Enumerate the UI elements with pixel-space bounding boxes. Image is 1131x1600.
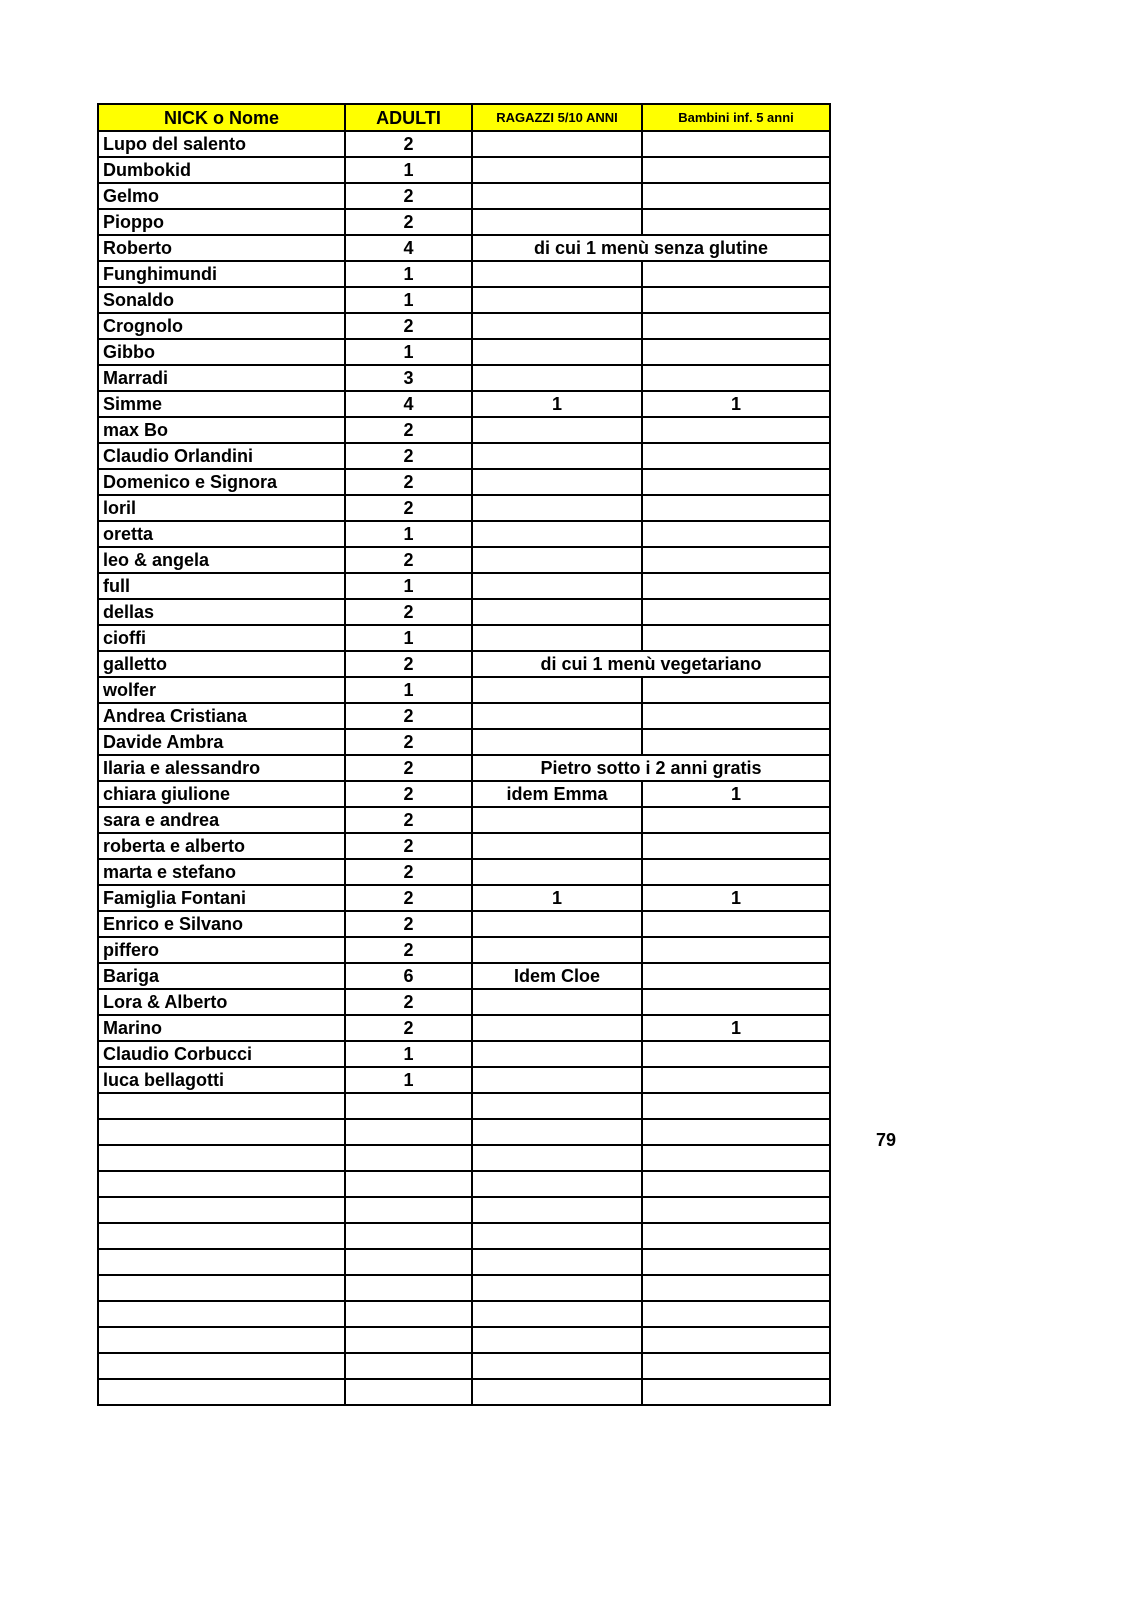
guest-name-cell: Pioppo (98, 209, 345, 235)
guest-name-cell: Roberto (98, 235, 345, 261)
adults-cell: 2 (345, 313, 472, 339)
guest-name-cell (98, 1223, 345, 1249)
adults-cell: 2 (345, 911, 472, 937)
guest-name-cell (98, 1119, 345, 1145)
table-row (98, 131, 830, 157)
guest-name-cell: piffero (98, 937, 345, 963)
kids-cell: 1 (472, 391, 642, 417)
table-row (98, 1223, 830, 1249)
kids-cell (472, 495, 642, 521)
table-row (98, 521, 830, 547)
kids-cell (472, 937, 642, 963)
note-cell: di cui 1 menù senza glutine (472, 235, 830, 261)
children-cell (642, 937, 830, 963)
adults-cell: 2 (345, 651, 472, 677)
kids-cell (472, 1015, 642, 1041)
adults-cell: 1 (345, 1067, 472, 1093)
guest-name-cell: marta e stefano (98, 859, 345, 885)
kids-cell (472, 547, 642, 573)
kids-cell (472, 1171, 642, 1197)
note-cell: di cui 1 menù vegetariano (472, 651, 830, 677)
guest-name-cell: Funghimundi (98, 261, 345, 287)
header-name: NICK o Nome (98, 104, 345, 131)
adults-cell: 1 (345, 261, 472, 287)
table-row (98, 937, 830, 963)
table-row (98, 703, 830, 729)
adults-cell (345, 1171, 472, 1197)
adults-cell: 4 (345, 391, 472, 417)
kids-cell (472, 1249, 642, 1275)
guest-name-cell: galletto (98, 651, 345, 677)
children-cell (642, 365, 830, 391)
kids-cell (472, 469, 642, 495)
adults-cell: 1 (345, 625, 472, 651)
adults-cell (345, 1223, 472, 1249)
table-row (98, 313, 830, 339)
children-cell (642, 469, 830, 495)
table-row (98, 365, 830, 391)
kids-cell (472, 131, 642, 157)
children-cell (642, 1119, 830, 1145)
guest-name-cell: Bariga (98, 963, 345, 989)
table-row (98, 1353, 830, 1379)
kids-cell: 1 (472, 885, 642, 911)
guest-name-cell (98, 1171, 345, 1197)
adults-cell (345, 1119, 472, 1145)
header-children: Bambini inf. 5 anni (642, 104, 830, 131)
adults-cell: 2 (345, 443, 472, 469)
children-cell (642, 1275, 830, 1301)
kids-cell (472, 261, 642, 287)
adults-cell: 2 (345, 885, 472, 911)
guest-name-cell: sara e andrea (98, 807, 345, 833)
adults-cell (345, 1327, 472, 1353)
guest-name-cell: Ilaria e alessandro (98, 755, 345, 781)
guest-name-cell: max Bo (98, 417, 345, 443)
children-cell (642, 1197, 830, 1223)
kids-cell (472, 157, 642, 183)
children-cell (642, 339, 830, 365)
kids-cell (472, 1041, 642, 1067)
guest-name-cell: Gelmo (98, 183, 345, 209)
kids-cell (472, 703, 642, 729)
guest-name-cell: Lupo del salento (98, 131, 345, 157)
table-row (98, 469, 830, 495)
children-cell (642, 157, 830, 183)
adults-cell: 1 (345, 287, 472, 313)
kids-cell (472, 339, 642, 365)
children-cell (642, 833, 830, 859)
adults-cell: 4 (345, 235, 472, 261)
children-cell (642, 183, 830, 209)
children-cell (642, 1223, 830, 1249)
adults-cell (345, 1275, 472, 1301)
adults-cell (345, 1093, 472, 1119)
kids-cell (472, 1379, 642, 1405)
guest-name-cell (98, 1301, 345, 1327)
table-row (98, 1249, 830, 1275)
children-cell (642, 417, 830, 443)
table-row (98, 781, 830, 807)
table-row (98, 573, 830, 599)
guest-name-cell: Andrea Cristiana (98, 703, 345, 729)
table-row (98, 1145, 830, 1171)
guest-name-cell: full (98, 573, 345, 599)
children-cell (642, 859, 830, 885)
guest-name-cell (98, 1379, 345, 1405)
table-row (98, 1015, 830, 1041)
children-cell (642, 313, 830, 339)
adults-cell: 2 (345, 833, 472, 859)
table-row (98, 287, 830, 313)
adults-cell (345, 1145, 472, 1171)
table-row (98, 1093, 830, 1119)
table-row (98, 1301, 830, 1327)
header-row (98, 104, 830, 131)
table-row (98, 495, 830, 521)
adults-cell: 2 (345, 131, 472, 157)
guest-name-cell: Simme (98, 391, 345, 417)
children-cell (642, 209, 830, 235)
kids-cell (472, 1119, 642, 1145)
guest-name-cell (98, 1353, 345, 1379)
adults-cell: 2 (345, 183, 472, 209)
adults-cell: 2 (345, 729, 472, 755)
children-cell (642, 495, 830, 521)
guest-name-cell: luca bellagotti (98, 1067, 345, 1093)
kids-cell (472, 729, 642, 755)
table-row (98, 1197, 830, 1223)
kids-cell (472, 989, 642, 1015)
adults-cell: 1 (345, 339, 472, 365)
table-row (98, 157, 830, 183)
guest-name-cell: dellas (98, 599, 345, 625)
table-row (98, 651, 830, 677)
guest-table (97, 103, 831, 1406)
kids-cell (472, 1353, 642, 1379)
adults-cell: 2 (345, 209, 472, 235)
guest-name-cell (98, 1249, 345, 1275)
table-row (98, 1041, 830, 1067)
guest-name-cell: Dumbokid (98, 157, 345, 183)
children-cell (642, 599, 830, 625)
table-row (98, 625, 830, 651)
children-cell (642, 1067, 830, 1093)
kids-cell (472, 443, 642, 469)
kids-cell (472, 1197, 642, 1223)
adults-cell: 1 (345, 157, 472, 183)
guest-name-cell: Famiglia Fontani (98, 885, 345, 911)
kids-cell (472, 833, 642, 859)
adults-cell: 1 (345, 573, 472, 599)
adults-cell: 1 (345, 677, 472, 703)
children-cell (642, 911, 830, 937)
table-row (98, 547, 830, 573)
guest-name-cell: oretta (98, 521, 345, 547)
guest-name-cell (98, 1093, 345, 1119)
kids-cell (472, 677, 642, 703)
children-cell (642, 1093, 830, 1119)
table-row (98, 1327, 830, 1353)
guest-name-cell: leo & angela (98, 547, 345, 573)
table-row (98, 443, 830, 469)
table-row (98, 1171, 830, 1197)
table-row (98, 1379, 830, 1405)
guest-name-cell: Enrico e Silvano (98, 911, 345, 937)
kids-cell (472, 1067, 642, 1093)
guest-name-cell (98, 1275, 345, 1301)
adults-cell (345, 1301, 472, 1327)
children-cell (642, 521, 830, 547)
table-row (98, 833, 830, 859)
header-adults: ADULTI (345, 104, 472, 131)
table-row (98, 729, 830, 755)
children-cell (642, 547, 830, 573)
table-row (98, 261, 830, 287)
guest-name-cell (98, 1145, 345, 1171)
guest-name-cell: Sonaldo (98, 287, 345, 313)
table-row (98, 391, 830, 417)
children-cell (642, 703, 830, 729)
adults-cell (345, 1379, 472, 1405)
kids-cell (472, 365, 642, 391)
adults-cell: 2 (345, 1015, 472, 1041)
guest-name-cell: chiara giulione (98, 781, 345, 807)
guest-name-cell: roberta e alberto (98, 833, 345, 859)
adults-cell: 2 (345, 417, 472, 443)
guest-name-cell: Claudio Corbucci (98, 1041, 345, 1067)
table-row (98, 235, 830, 261)
table-row (98, 911, 830, 937)
guest-name-cell: Claudio Orlandini (98, 443, 345, 469)
adults-cell (345, 1353, 472, 1379)
guest-name-cell: loril (98, 495, 345, 521)
kids-cell (472, 1301, 642, 1327)
children-cell (642, 1249, 830, 1275)
kids-cell (472, 183, 642, 209)
kids-cell (472, 1327, 642, 1353)
adults-cell: 2 (345, 781, 472, 807)
table-row (98, 885, 830, 911)
guest-name-cell (98, 1197, 345, 1223)
children-cell: 1 (642, 391, 830, 417)
adults-cell: 6 (345, 963, 472, 989)
table-row (98, 183, 830, 209)
children-cell: 1 (642, 1015, 830, 1041)
children-cell (642, 1145, 830, 1171)
note-cell: Pietro sotto i 2 anni gratis (472, 755, 830, 781)
kids-cell: Idem Cloe (472, 963, 642, 989)
children-cell (642, 807, 830, 833)
kids-cell: idem Emma (472, 781, 642, 807)
adults-cell: 2 (345, 859, 472, 885)
header-kids: RAGAZZI 5/10 ANNI (472, 104, 642, 131)
children-cell (642, 677, 830, 703)
kids-cell (472, 911, 642, 937)
kids-cell (472, 313, 642, 339)
table-row (98, 989, 830, 1015)
kids-cell (472, 417, 642, 443)
children-cell (642, 573, 830, 599)
table-row (98, 1119, 830, 1145)
children-cell (642, 1353, 830, 1379)
table-row (98, 807, 830, 833)
adults-cell (345, 1197, 472, 1223)
kids-cell (472, 209, 642, 235)
adults-cell: 1 (345, 1041, 472, 1067)
adults-cell: 2 (345, 755, 472, 781)
children-cell (642, 287, 830, 313)
kids-cell (472, 1275, 642, 1301)
table-row (98, 1275, 830, 1301)
guest-name-cell: Marino (98, 1015, 345, 1041)
adults-cell: 1 (345, 521, 472, 547)
children-cell (642, 131, 830, 157)
kids-cell (472, 1145, 642, 1171)
adults-cell: 2 (345, 547, 472, 573)
guest-name-cell: Davide Ambra (98, 729, 345, 755)
children-cell (642, 1379, 830, 1405)
children-cell (642, 1041, 830, 1067)
children-cell (642, 1171, 830, 1197)
table-row (98, 599, 830, 625)
kids-cell (472, 1223, 642, 1249)
guest-name-cell (98, 1327, 345, 1353)
kids-cell (472, 573, 642, 599)
kids-cell (472, 521, 642, 547)
adults-cell: 2 (345, 807, 472, 833)
table-row (98, 859, 830, 885)
table-row (98, 417, 830, 443)
adults-cell (345, 1249, 472, 1275)
guest-name-cell: wolfer (98, 677, 345, 703)
guest-name-cell: cioffi (98, 625, 345, 651)
table-row (98, 209, 830, 235)
guest-name-cell: Lora & Alberto (98, 989, 345, 1015)
table-row (98, 963, 830, 989)
adults-cell: 2 (345, 599, 472, 625)
guest-name-cell: Domenico e Signora (98, 469, 345, 495)
kids-cell (472, 859, 642, 885)
guest-name-cell: Gibbo (98, 339, 345, 365)
guest-name-cell: Marradi (98, 365, 345, 391)
kids-cell (472, 1093, 642, 1119)
children-cell (642, 1327, 830, 1353)
adults-cell: 2 (345, 937, 472, 963)
adults-cell: 2 (345, 703, 472, 729)
children-cell (642, 625, 830, 651)
adults-cell: 3 (345, 365, 472, 391)
children-cell (642, 261, 830, 287)
adults-cell: 2 (345, 495, 472, 521)
guest-name-cell: Crognolo (98, 313, 345, 339)
children-cell (642, 963, 830, 989)
kids-cell (472, 599, 642, 625)
kids-cell (472, 807, 642, 833)
kids-cell (472, 287, 642, 313)
kids-cell (472, 625, 642, 651)
table-row (98, 755, 830, 781)
children-cell (642, 443, 830, 469)
adults-cell: 2 (345, 469, 472, 495)
children-cell: 1 (642, 885, 830, 911)
children-cell (642, 989, 830, 1015)
total-count: 79 (876, 1130, 897, 1150)
table-row (98, 677, 830, 703)
children-cell (642, 729, 830, 755)
children-cell (642, 1301, 830, 1327)
table-row (98, 339, 830, 365)
children-cell: 1 (642, 781, 830, 807)
table-row (98, 1067, 830, 1093)
adults-cell: 2 (345, 989, 472, 1015)
